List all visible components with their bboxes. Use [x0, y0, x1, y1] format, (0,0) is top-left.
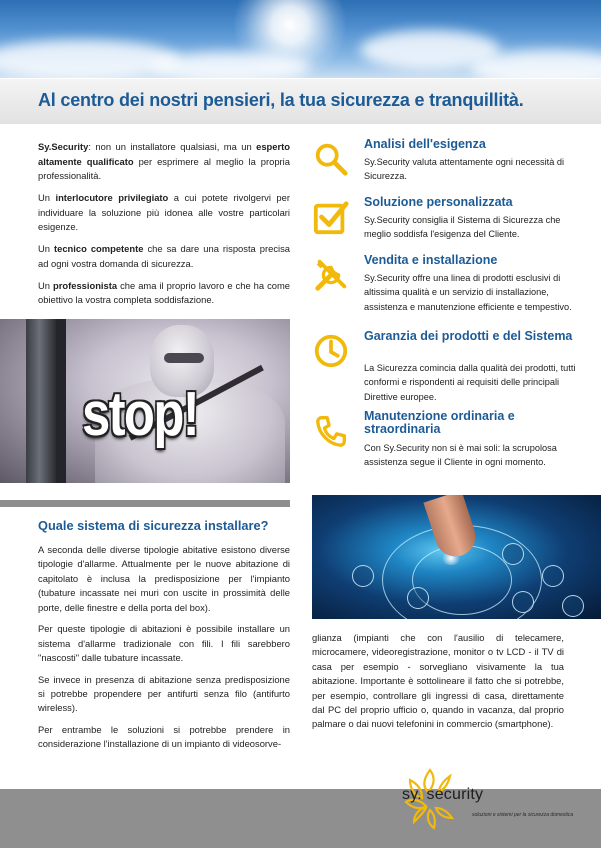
- phone-icon: [312, 412, 350, 450]
- feature-text: Con Sy.Security non si è mai soli: la scrupolosa assistenza segue il Cliente in ogni momento.: [364, 443, 557, 468]
- section-paragraph: Per queste tipologie di abitazioni è possibile installare un sistema d'allarme tradizionale con fili. I fili sarebbero "nascosti" dalle tubature incassate.: [38, 623, 290, 664]
- feature-text: Sy.Security consiglia il Sistema di Sicurezza che meglio soddisfa l'esigenza del Cliente.: [364, 215, 561, 240]
- window-frame: [26, 319, 56, 483]
- sun-glare: [230, 0, 350, 78]
- feature-text: La Sicurezza comincia dalla qualità dei prodotti, tutti conformi e rispondenti ai requisiti delle principali Direttive europee.: [364, 363, 576, 402]
- feature-text: Sy.Security valuta attentamente ogni necessità di Sicurezza.: [364, 157, 565, 182]
- brand-name: Sy.Security: [38, 141, 89, 152]
- burglar-stop-photo: [0, 319, 290, 483]
- section-paragraph: A seconda delle diverse tipologie abitative esistono diverse tipologie d'allarme. Attualmente per le nuove abitazione di capitolato è inclusa la predisposizione per l'impianto (tubature incassate nei muri con uscite in prossimità delle porte, delle finestre e della porta del box).: [38, 544, 290, 613]
- logo-tagline: soluzioni e sistemi per la sicurezza domestica: [472, 812, 574, 818]
- intro-paragraph-3: Un tecnico competente che sa dare una risposta precisa ad ogni vostra domanda di sicurezza.: [38, 243, 290, 269]
- section-title: Quale sistema di sicurezza installare?: [38, 518, 269, 533]
- sky-banner-image: [0, 0, 601, 78]
- tools-icon: [312, 256, 350, 294]
- clock-icon: [312, 332, 350, 370]
- highlight-text: esperto altamente qualificato: [38, 141, 290, 167]
- stop-caption: stop!: [82, 380, 199, 449]
- highlight-text: interlocutore privilegiato: [55, 192, 169, 203]
- intro-paragraph-4: Un professionista che ama il proprio lavoro e che ha come obiettivo la vostra completa soddisfazione.: [38, 279, 291, 305]
- highlight-text: professionista: [53, 279, 118, 291]
- highlight-text: tecnico competente: [54, 243, 144, 254]
- section-paragraph: Per entrambe le soluzioni si potrebbe prendere in considerazione l'installazione di un impianto di videosorve-: [38, 724, 290, 750]
- section-divider: [0, 500, 290, 507]
- intro-paragraph-2: Un interlocutore privilegiato a cui potete rivolgervi per individuare la soluzione più idonea alle vostre particolari esigenze.: [38, 192, 290, 232]
- checkbox-icon: [312, 198, 350, 236]
- intro-paragraph-1: Sy.Security: non un installatore qualsiasi, ma un esperto altamente qualificato per esprimere al meglio la propria professionalità.: [38, 141, 290, 181]
- logo-wordmark: sy. security: [402, 786, 484, 803]
- section-left-column: [38, 543, 290, 759]
- section-right-column: [312, 631, 564, 732]
- magnifier-icon: [312, 140, 350, 178]
- section-paragraph: glianza (impianti che con l'ausilio di telecamere, microcamere, videoregistrazione, monitor o tv LCD - il TV di casa per esempio - sorvegliano visivamente la tua abitazione. Importante è sottolineare il fatto che si potrebbe, per esempio, controllare gli ingressi di casa, direttamente dal PC del proprio ufficio o, quando in vacanza, dal proprio palmare o dai nuovi telefonini in commercio (smartphone).: [312, 632, 564, 730]
- feature-title: Garanzia dei prodotti e del Sistema: [364, 329, 573, 343]
- feature-title: Manutenzione ordinaria e straordinaria: [364, 409, 515, 436]
- feature-title: Analisi dell'esigenza: [364, 137, 486, 151]
- intro-text: [38, 140, 290, 315]
- touchscreen-photo: [312, 495, 601, 619]
- feature-title: Soluzione personalizzata: [364, 195, 513, 209]
- feature-title: Vendita e installazione: [364, 253, 498, 267]
- feature-text: Sy.Security offre una linea di prodotti esclusivi di altissima qualità e un servizio di installazione, assistenza e manutenzione efficiente e tempestivo.: [364, 273, 572, 312]
- section-paragraph: Se invece in presenza di abitazione senza predisposizione si potrebbe propendere per antifurti senza filo (antifurto wireless).: [38, 673, 290, 714]
- page-headline: Al centro dei nostri pensieri, la tua sicurezza e tranquillità.: [38, 90, 524, 110]
